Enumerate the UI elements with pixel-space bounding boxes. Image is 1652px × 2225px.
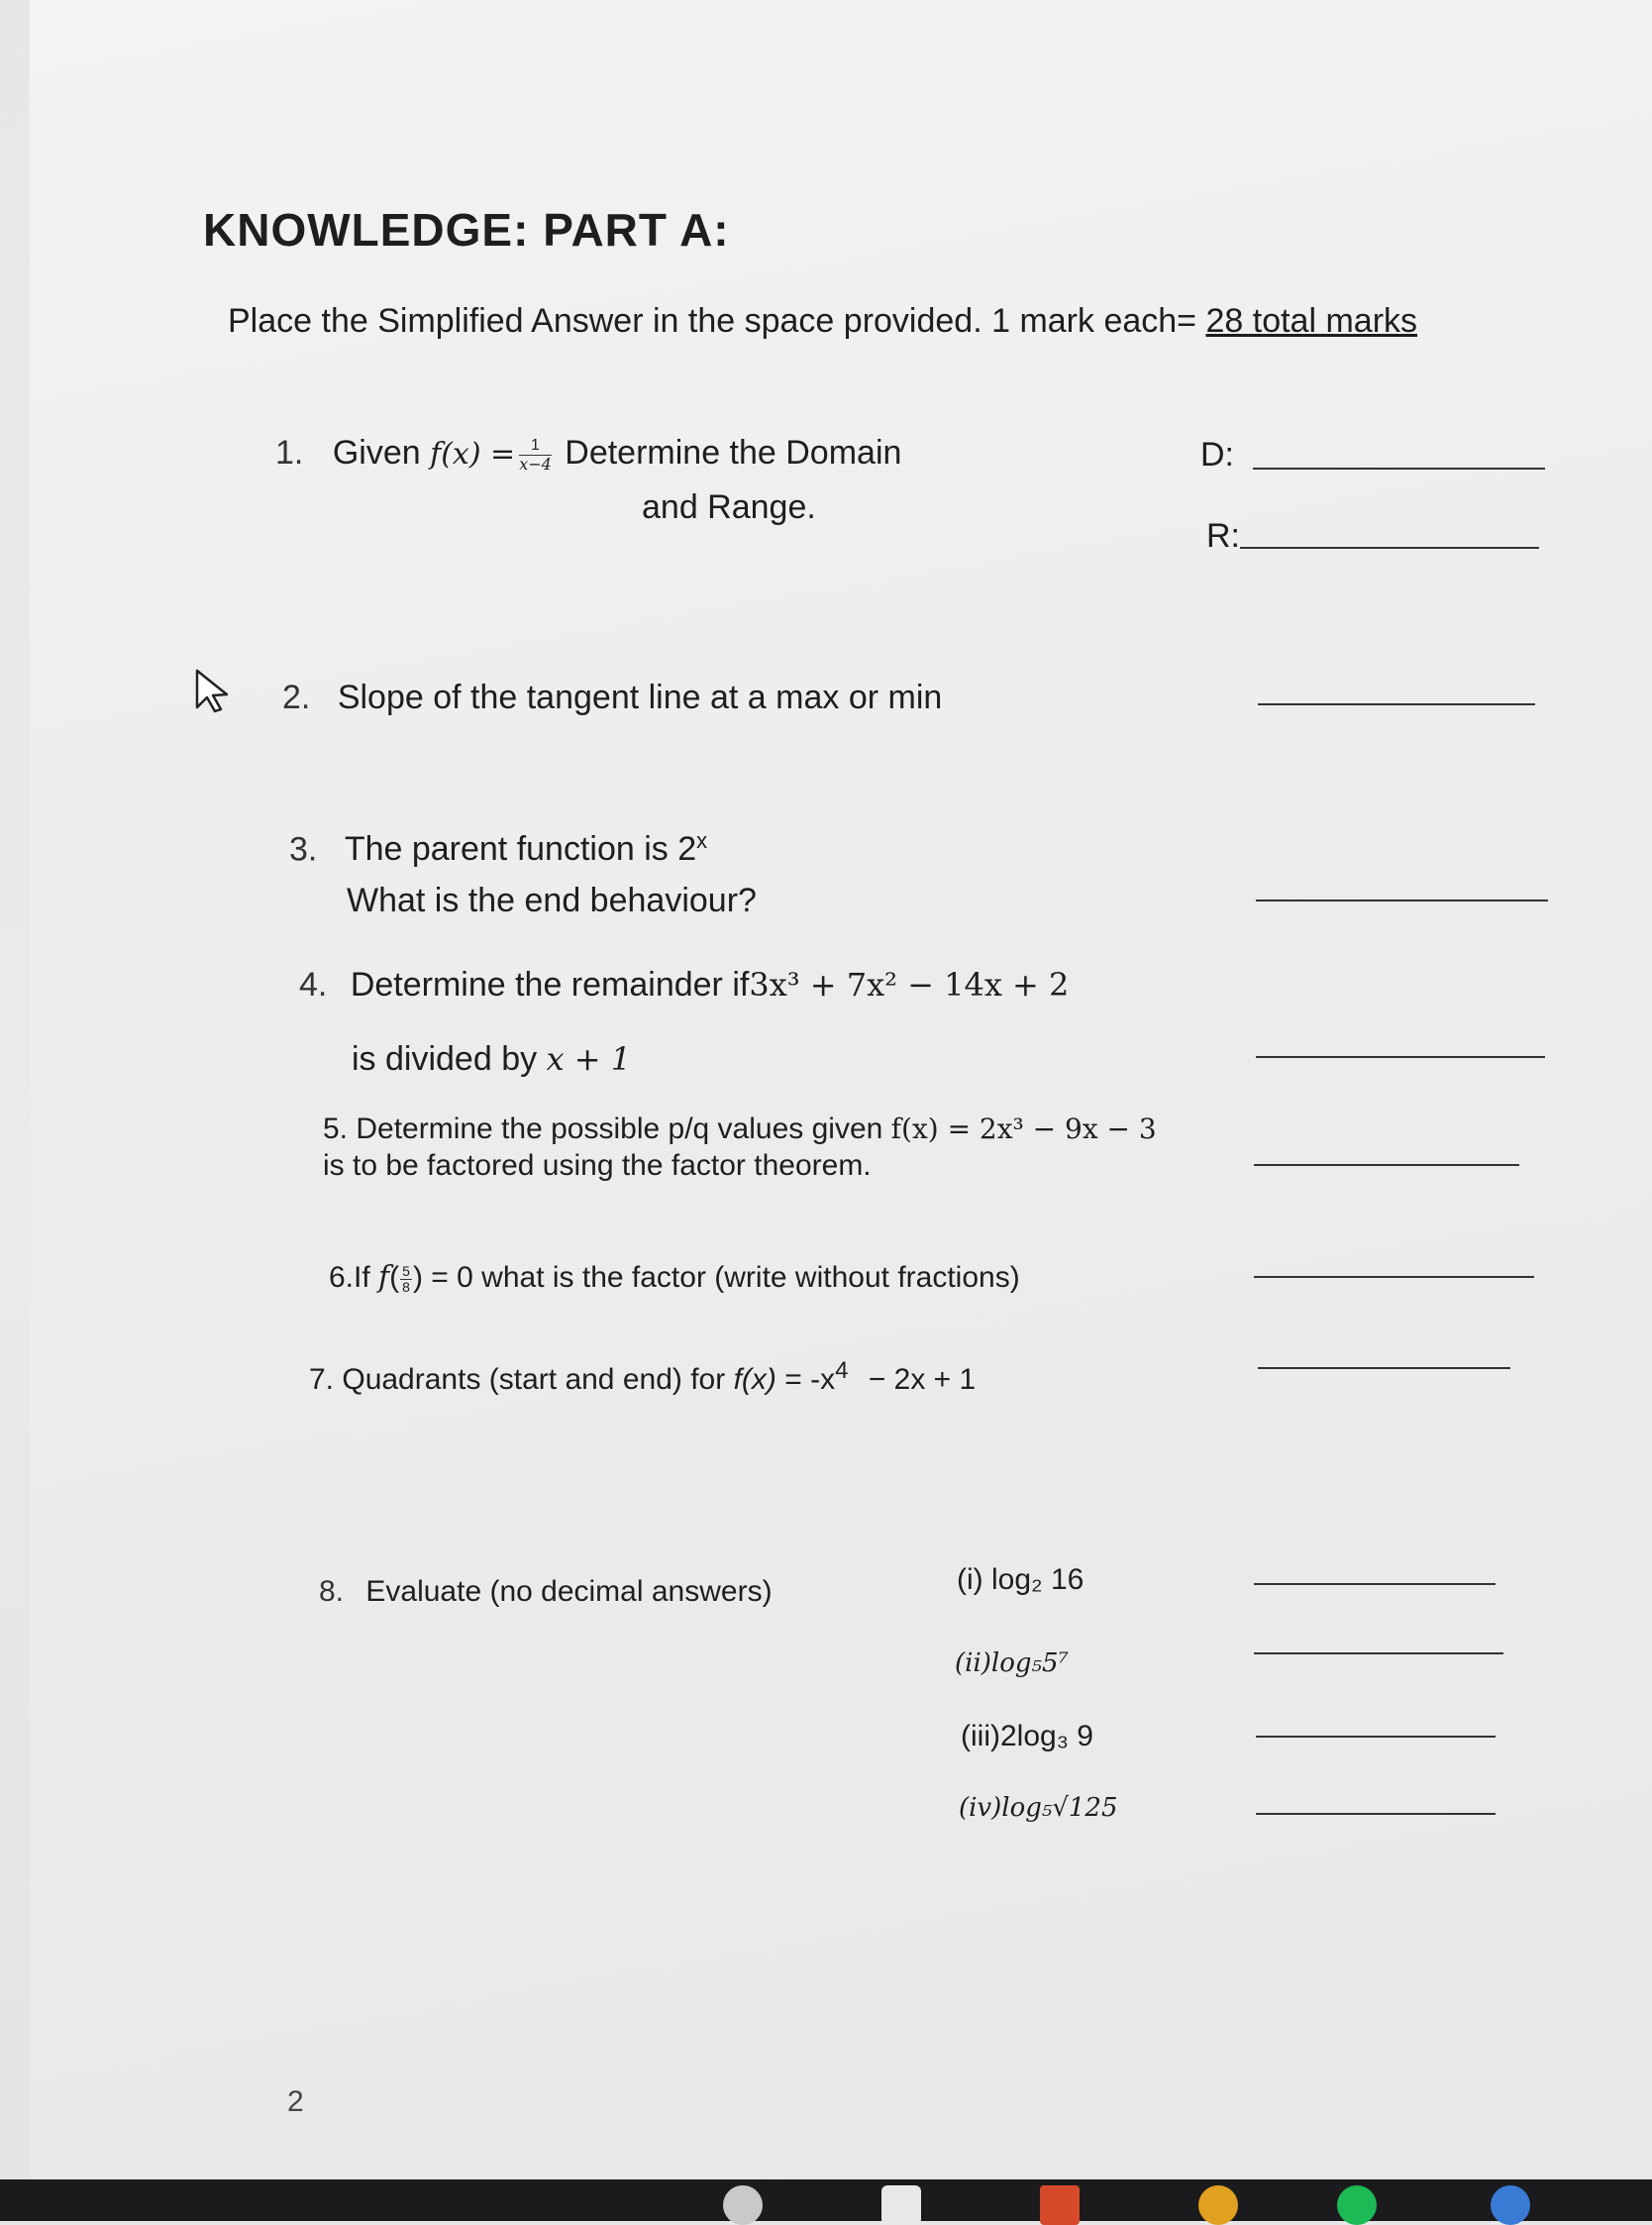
question-1-text: Determine the Domain [565,434,902,472]
question-8-number: 8. [319,1575,345,1608]
question-8-text: Evaluate (no decimal answers) [365,1575,773,1608]
page-number: 2 [287,2085,304,2118]
question-3-text2: What is the end behaviour? [347,882,757,919]
question-8-part-4: (iv)log₅√125 [959,1793,1118,1823]
question-5-answer-line[interactable] [1254,1164,1519,1166]
instructions-text: Place the Simplified Answer in the space provided. 1 mark each= [228,302,1197,340]
question-6-fraction-denominator: 8 [402,1278,410,1295]
question-6-f: f [378,1260,390,1295]
question-6-prefix: 6.If [329,1261,370,1294]
question-8-part-3: (iii)2log₃ 9 [961,1720,1093,1752]
mouse-pointer-icon [193,668,233,713]
question-5-text: 5. Determine the possible p/q values given [323,1112,883,1145]
question-1-given: Given [332,434,421,472]
question-4 [299,966,1069,1005]
question-1-number: 1. [275,434,304,472]
question-7-eq: = -x [784,1363,836,1396]
page-title: KNOWLEDGE: PART A: [203,204,730,256]
range-answer-line[interactable] [1240,547,1539,549]
question-4-text: Determine the remainder if [350,966,750,1004]
question-8-part-1: (i) log₂ 16 [957,1563,1084,1596]
question-8-part-2: (ii)log₅5⁷ [955,1648,1069,1678]
question-1-fraction [519,437,552,474]
question-2-number: 2. [282,679,311,716]
question-8 [319,1575,773,1609]
question-1 [275,434,901,474]
question-2 [282,679,942,717]
question-1-fraction-numerator: 1 [519,437,552,456]
question-5-text2: is to be factored using the factor theorem. [323,1149,872,1182]
help-icon[interactable] [1491,2185,1530,2225]
question-8-part-2-answer-line[interactable] [1254,1652,1503,1654]
range-label: R: [1206,517,1240,555]
question-7-exponent: 4 [835,1357,849,1384]
question-6-answer-line[interactable] [1254,1276,1534,1278]
question-6-fraction-numerator: 5 [402,1262,410,1279]
question-3-exponent: x [696,828,708,853]
dropbox-icon[interactable] [881,2185,921,2225]
question-6-fraction [400,1264,412,1295]
question-3-text: The parent function is 2 [344,830,697,869]
question-8-part-3-answer-line[interactable] [1256,1736,1496,1738]
question-7 [309,1357,976,1397]
question-5 [323,1112,1157,1146]
question-6-text: = 0 what is the factor (write without fractions) [431,1261,1020,1294]
browser-icon[interactable] [723,2185,763,2225]
instructions [228,302,1417,341]
question-4-number: 4. [299,966,328,1004]
question-8-part-4-answer-line[interactable] [1256,1813,1496,1815]
taskbar [0,2179,1652,2221]
domain-answer-line[interactable] [1253,468,1545,470]
question-2-answer-line[interactable] [1258,703,1535,705]
domain-label: D: [1200,436,1234,474]
question-3-number: 3. [289,830,318,869]
total-marks: 28 total marks [1205,302,1418,340]
question-7-function: f(x) [733,1363,776,1396]
question-6: 6.If f( $\frac{5}{8}$ ) = 0 what is the factor (write without fractions) [329,1260,1020,1295]
question-5-function: f(x) = 2x³ − 9x − 3 [890,1112,1157,1145]
question-4-answer-line[interactable] [1256,1056,1545,1058]
question-1-fraction-denominator: x−4 [519,454,552,474]
question-7-rest: − 2x + 1 [868,1363,977,1396]
question-4-polynomial: 3x³ + 7x² − 14x + 2 [749,966,1070,1004]
question-3-answer-line[interactable] [1256,900,1548,901]
question-4-line2 [352,1040,631,1079]
question-4-text2: is divided by [352,1040,538,1078]
question-3 [289,828,707,869]
question-7-text: 7. Quadrants (start and end) for [309,1363,726,1396]
chrome-icon[interactable] [1198,2185,1238,2225]
question-1-function: f(x) = [430,437,516,472]
spotify-icon[interactable] [1337,2185,1377,2225]
question-7-answer-line[interactable] [1258,1367,1510,1369]
question-2-text: Slope of the tangent line at a max or min [337,679,943,716]
office-icon[interactable] [1040,2185,1080,2225]
question-1-text2: and Range. [642,488,816,526]
question-4-divisor: x + 1 [546,1040,632,1078]
question-8-part-1-answer-line[interactable] [1254,1583,1496,1585]
